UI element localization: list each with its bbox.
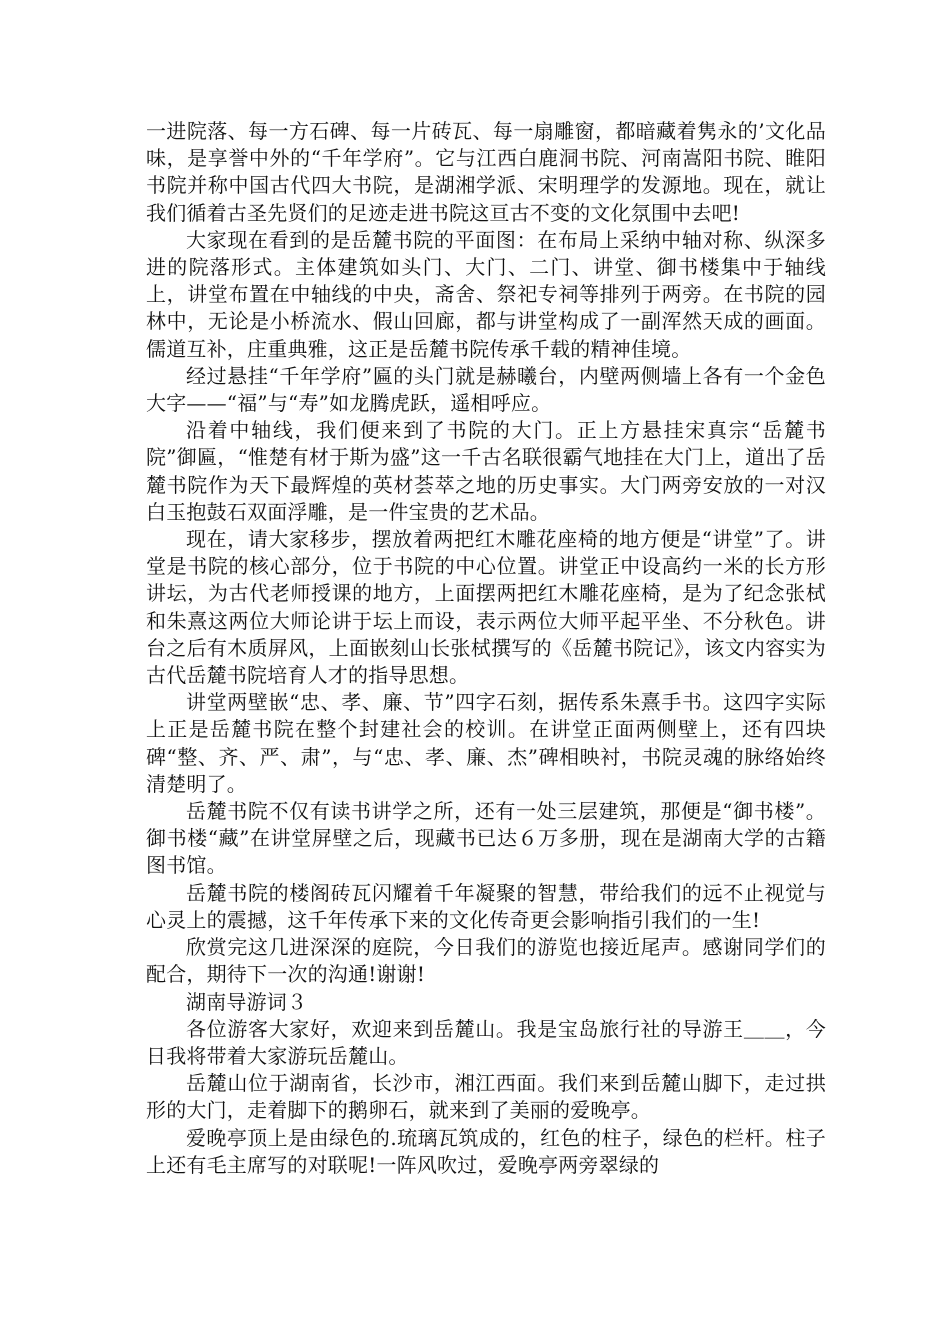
paragraph-layout: 大家现在看到的是岳麓书院的平面图：在布局上采纳中轴对称、纵深多进的院落形式。主体建筑如头门、大门、二门、讲堂、御书楼集中于轴线上，讲堂布置在中轴线的中央，斋舍、祭祀专祠等排列于两旁。在书院的园林中，无论是小桥流水、假山回廊，都与讲堂构成了一副浑然天成的画面。儒道互补，庄重典雅，这正是岳麓书院传承千载的精神佳境。 (146, 227, 826, 361)
paragraph-stone-carvings: 讲堂两壁嵌“忠、孝、廉、节”四字石刻，据传系朱熹手书。这四字实际上正是岳麓书院在整个封建社会的校训。在讲堂正面两侧壁上，还有四块碑“整、齐、严、肃”，与“忠、孝、廉、杰”碑相映衬，书院灵魂的脉络始终清楚明了。 (146, 690, 826, 796)
paragraph-main-gate: 沿着中轴线，我们便来到了书院的大门。正上方悬挂宋真宗“岳麓书院”御匾，“惟楚有材于斯为盛”这一千古名联很霸气地挂在大门上，道出了岳麓书院作为天下最辉煌的英材荟萃之地的历史事实。大门两旁安放的一对汉白玉抱鼓石双面浮雕，是一件宝贵的艺术品。 (146, 418, 826, 524)
paragraph-wisdom: 岳麓书院的楼阁砖瓦闪耀着千年凝聚的智慧，带给我们的远不止视觉与心灵上的震撼，这千年传承下来的文化传奇更会影响指引我们的一生! (146, 880, 826, 932)
paragraph-aiwan-pavilion: 爱晚亭顶上是由绿色的.琉璃瓦筑成的，红色的柱子，绿色的栏杆。柱子上还有毛主席写的对联呢!一阵风吹过，爱晚亭两旁翠绿的 (146, 1125, 826, 1177)
paragraph-head-gate: 经过悬挂“千年学府”匾的头门就是赫曦台，内壁两侧墙上各有一个金色大字——“福”与“寿”如龙腾虎跃，遥相呼应。 (146, 363, 826, 416)
paragraph-closing: 欣赏完这几进深深的庭院，今日我们的游览也接近尾声。感谢同学们的配合，期待下一次的沟通!谢谢! (146, 935, 826, 987)
paragraph-continuation: 一进院落、每一方石碑、每一片砖瓦、每一扇雕窗，都暗藏着隽永的’文化品味，是享誉中外的“千年学府”。它与江西白鹿洞书院、河南嵩阳书院、睢阳书院并称中国古代四大书院，是湖湘学派、宋明理学的发源地。现在，就让我们循着古圣先贤们的足迹走进书院这亘古不变的文化氛围中去吧! (146, 119, 826, 225)
paragraph-lecture-hall: 现在，请大家移步，摆放着两把红木雕花座椅的地方便是“讲堂”了。讲堂是书院的核心部分，位于书院的中心位置。讲堂正中设高约一米的长方形讲坛，为古代老师授课的地方，上面摆两把红木雕花座椅，是为了纪念张栻和朱熹这两位大师论讲于坛上而设，表示两位大师平起平坐、不分秋色。讲台之后有木质屏风，上面嵌刻山长张栻撰写的《岳麓书院记》，该文内容实为古代岳麓书院培育人才的指导思想。 (146, 527, 826, 688)
paragraph-library: 岳麓书院不仅有读书讲学之所，还有一处三层建筑，那便是“御书楼”。御书楼“藏”在讲堂屏壁之后，现藏书已达６万多册，现在是湖南大学的古籍图书馆。 (146, 799, 826, 878)
section-heading: 湖南导游词３ (186, 989, 308, 1014)
document-body (146, 118, 826, 1179)
paragraph-welcome: 各位游客大家好，欢迎来到岳麓山。我是宝岛旅行社的导游王＿＿，今日我将带着大家游玩岳麓山。 (146, 1016, 826, 1068)
paragraph-location: 岳麓山位于湖南省，长沙市，湘江西面。我们来到岳麓山脚下，走过拱形的大门，走着脚下的鹅卵石，就来到了美丽的爱晚亭。 (146, 1071, 826, 1123)
